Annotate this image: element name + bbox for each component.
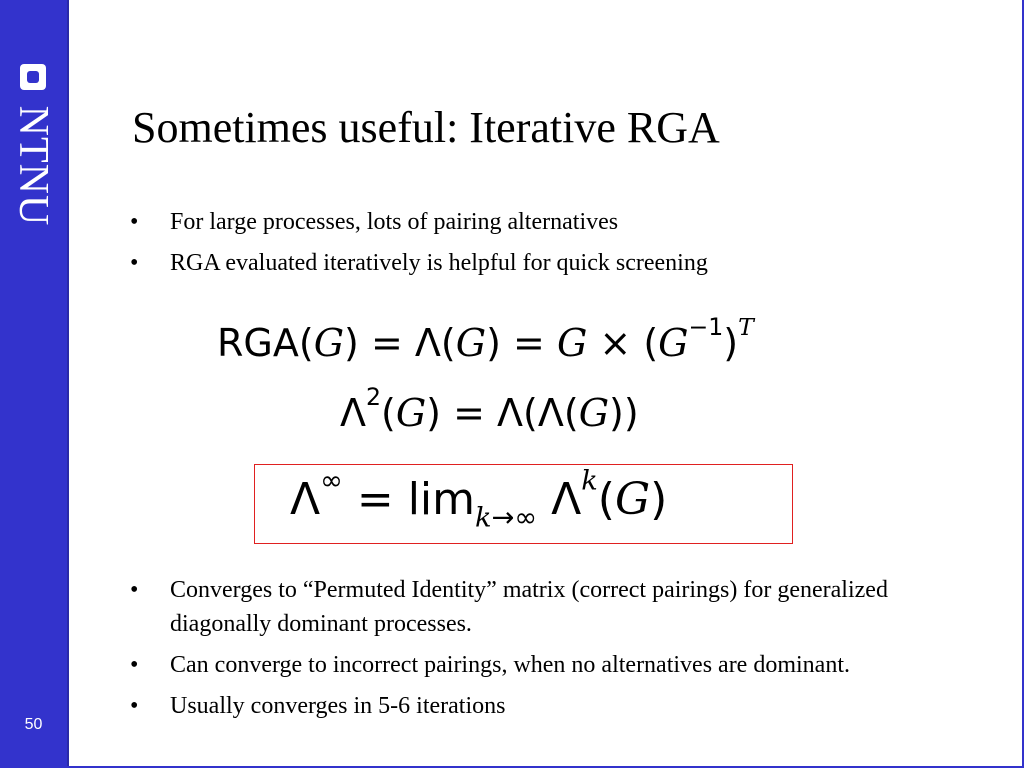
eq-var: G	[556, 321, 588, 365]
eq-text: )	[650, 474, 668, 525]
eq-var: k	[475, 502, 492, 534]
eq-text: )	[609, 391, 624, 435]
bullet-item: • For large processes, lots of pairing alternatives	[128, 205, 988, 239]
eq-lambda: Λ	[497, 391, 524, 435]
eq-arrow: →	[491, 502, 515, 534]
eq-exponent: T	[738, 312, 754, 341]
eq-equals: =	[453, 391, 485, 435]
eq-lambda: Λ	[414, 321, 441, 365]
eq-var: G	[658, 321, 689, 365]
lambda-squared-equation	[340, 382, 639, 435]
eq-text: (	[298, 321, 314, 365]
bullet-list-bottom	[128, 573, 988, 730]
eq-text: )	[623, 391, 639, 435]
eq-text: (	[440, 321, 456, 365]
eq-exponent: ∞	[320, 465, 343, 497]
page-number: 50	[24, 716, 43, 733]
eq-text: )	[486, 321, 501, 365]
eq-lambda: Λ	[340, 391, 366, 435]
eq-text: (	[380, 391, 396, 435]
bullet-item: • Converges to “Permuted Identity” matrix (correct pairings) for generalized diagonally dominant processes.	[128, 573, 988, 641]
eq-text: (	[597, 474, 615, 525]
eq-lambda: Λ	[537, 391, 564, 435]
eq-var: G	[313, 321, 345, 365]
slide-title: Sometimes useful: Iterative RGA	[132, 103, 720, 152]
eq-equals: =	[370, 321, 403, 365]
eq-text: )	[344, 321, 359, 365]
eq-text: (	[643, 321, 659, 365]
eq-lambda: Λ	[551, 474, 582, 525]
eq-infinity: ∞	[514, 502, 538, 534]
eq-subscript	[475, 502, 537, 533]
eq-exponent: k	[581, 465, 598, 497]
eq-lim: lim	[407, 474, 476, 525]
eq-exponent: −1	[688, 312, 724, 341]
eq-exponent: 2	[366, 382, 381, 411]
bullet-item: • Usually converges in 5-6 iterations	[128, 689, 988, 723]
eq-text: )	[723, 321, 739, 365]
eq-lambda: Λ	[290, 474, 321, 525]
bullet-item: • RGA evaluated iteratively is helpful for quick screening	[128, 246, 988, 280]
eq-times: ×	[599, 321, 632, 365]
eq-text: (	[563, 391, 579, 435]
lambda-infinity-equation	[290, 465, 668, 534]
eq-text: RGA	[217, 321, 299, 365]
eq-var: G	[614, 474, 651, 525]
eq-var: G	[395, 391, 427, 435]
eq-var: G	[455, 321, 487, 365]
eq-equals: =	[356, 474, 394, 525]
eq-var: G	[578, 391, 610, 435]
eq-equals: =	[513, 321, 545, 365]
ntnu-logo-text: NTNU	[10, 105, 56, 227]
bullet-item: • Can converge to incorrect pairings, when no alternatives are dominant.	[128, 648, 988, 682]
eq-text: (	[523, 391, 538, 435]
eq-text: )	[426, 391, 441, 435]
rga-definition-equation	[217, 312, 754, 365]
